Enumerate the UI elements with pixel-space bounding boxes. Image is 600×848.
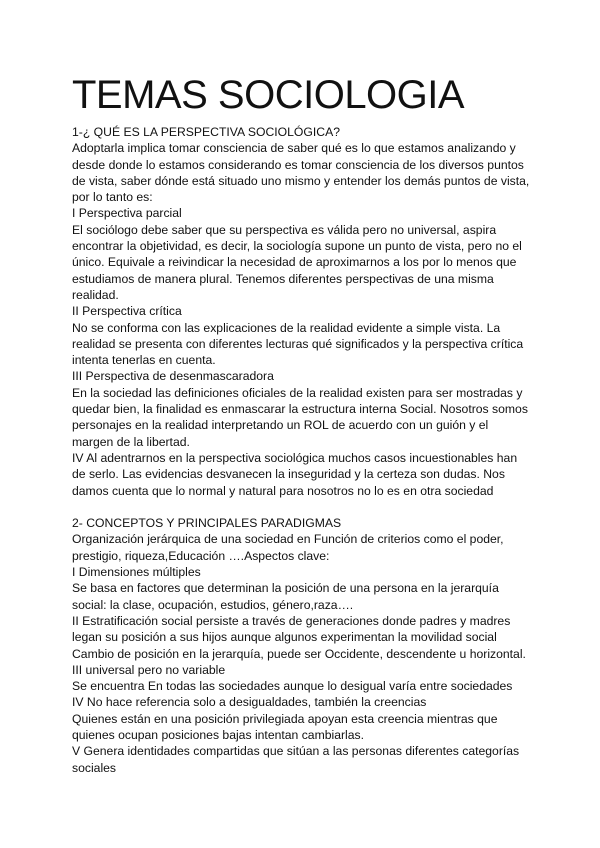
paragraph-gap: [72, 499, 528, 515]
text-line: IV No hace referencia solo a desigualdades, también la creencias: [72, 695, 427, 710]
text-line: El sociólogo debe saber que su perspectiva es válida pero no universal, aspira: [72, 222, 497, 237]
subheading: I Dimensiones múltiples: [72, 565, 201, 580]
text-line: II Estratificación social persiste a través de generaciones donde padres y madres: [72, 613, 511, 628]
text-line: por lo tanto es:: [72, 190, 153, 205]
text-line: Cambio de posición en la jerarquía, puede ser Occidente, descendente u horizontal.: [72, 646, 526, 661]
text-line: margen de la libertad.: [72, 434, 190, 449]
text-line: social: la clase, ocupación, estudios, género,raza….: [72, 597, 354, 612]
subheading: III Perspectiva de desenmascaradora: [72, 369, 274, 384]
section-perspectiva-sociologica: [72, 124, 528, 499]
section-heading: 2- CONCEPTOS Y PRINCIPALES PARADIGMAS: [72, 516, 342, 531]
text-line: damos cuenta que lo normal y natural para nosotros no lo es en otra sociedad: [72, 483, 494, 498]
text-line: intenta tenerlas en cuenta.: [72, 353, 216, 368]
text-line: realidad.: [72, 287, 119, 302]
text-line: V Genera identidades compartidas que sitúan a las personas diferentes categorías: [72, 744, 520, 759]
text-line: Adoptarla implica tomar consciencia de saber qué es lo que estamos analizando y: [72, 141, 516, 156]
text-line: IV Al adentrarnos en la perspectiva sociológica muchos casos incuestionables han: [72, 450, 518, 465]
text-line: No se conforma con las explicaciones de la realidad evidente a simple vista. La: [72, 320, 501, 335]
text-line: único. Equivale a reivindicar la necesidad de aproximarnos a los por lo menos que: [72, 255, 517, 270]
text-line: estudiamos de manera plural. Tenemos diferentes perspectivas de una misma: [72, 271, 494, 286]
text-line: desde donde lo estamos considerando es tomar consciencia de los diversos puntos: [72, 157, 524, 172]
text-line: realidad se presenta con diferentes lecturas qué significados y la perspectiva crítica: [72, 336, 524, 351]
text-line: prestigio, riqueza,Educación ….Aspectos clave:: [72, 548, 330, 563]
section-conceptos-paradigmas: [72, 515, 528, 776]
text-line: quedar bien, la finalidad es enmascarar la estructura interna Social. Nosotros somos: [72, 402, 528, 417]
text-line: En la sociedad las definiciones oficiales de la realidad existen para ser mostradas y: [72, 385, 523, 400]
document-page: [72, 72, 528, 776]
text-line: de vista, saber dónde está situado uno mismo y entender los demás puntos de vista,: [72, 173, 530, 188]
subheading: I Perspectiva parcial: [72, 206, 182, 221]
text-line: legan su posición a sus hijos aunque algunos experimentan la movilidad social: [72, 630, 497, 645]
document-title: TEMAS SOCIOLOGIA: [72, 73, 465, 117]
text-line: Quienes están en una posición privilegiada apoyan esta creencia mientras que: [72, 711, 498, 726]
text-line: Se basa en factores que determinan la posición de una persona en la jerarquía: [72, 581, 499, 596]
subheading: II Perspectiva crítica: [72, 304, 182, 319]
text-line: Organización jerárquica de una sociedad en Función de criterios como el poder,: [72, 532, 504, 547]
text-line: personajes en la realidad interpretando un ROL de acuerdo con un guión y el: [72, 418, 489, 433]
text-line: quienes ocupan posiciones bajas intentan cambiarlas.: [72, 727, 365, 742]
text-line: de serlo. Las evidencias desvanecen la inseguridad y la certeza son dudas. Nos: [72, 467, 505, 482]
text-line: encontrar la objetividad, es decir, la sociología supone un punto de vista, pero no el: [72, 239, 522, 254]
section-heading: 1-¿ QUÉ ES LA PERSPECTIVA SOCIOLÓGICA?: [72, 125, 340, 139]
text-line: Se encuentra En todas las sociedades aunque lo desigual varía entre sociedades: [72, 679, 513, 694]
subheading: III universal pero no variable: [72, 662, 226, 677]
text-line: sociales: [72, 760, 117, 775]
